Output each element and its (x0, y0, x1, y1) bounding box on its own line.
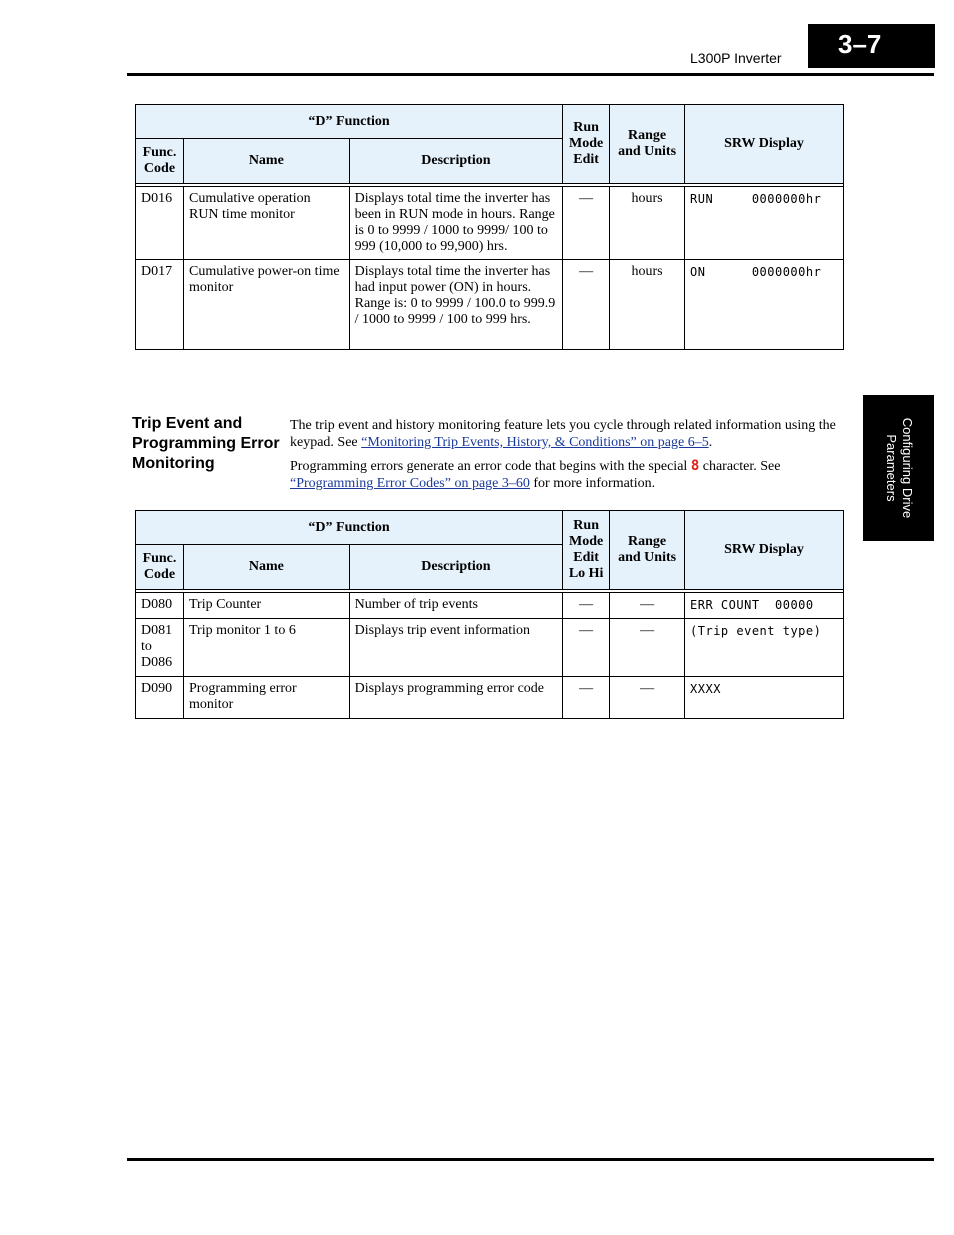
error-special-character-icon: 8 (690, 458, 700, 474)
range-units: hours (610, 187, 685, 260)
col-range-units: Range and Units (610, 105, 685, 184)
func-name: Trip Counter (183, 593, 349, 619)
table-row (136, 260, 844, 350)
run-mode-edit: — (563, 593, 610, 619)
page-number: 3–7 (838, 29, 882, 59)
table-row (136, 187, 844, 260)
range-units: hours (610, 260, 685, 350)
func-code: D081 to D086 (136, 619, 184, 677)
srw-display: ON 0000000hr (685, 260, 844, 350)
func-description: Number of trip events (349, 593, 562, 619)
range-units: — (610, 677, 685, 719)
col-run-mode-edit: Run Mode Edit Lo Hi (563, 511, 610, 590)
col-func-code: Func. Code (136, 545, 184, 590)
func-description: Displays total time the inverter has been in RUN mode in hours. Range is 0 to 9999 / 1000 to 9999/ 100 to 999 (10,000 to 99,900) hrs. (349, 187, 563, 260)
section-heading: Trip Event and Programming Error Monitoring (132, 415, 280, 472)
col-name: Name (183, 139, 349, 184)
d-function-table-2 (135, 510, 844, 719)
table-row (136, 619, 844, 677)
col-range-units: Range and Units (610, 511, 685, 590)
func-name: Cumulative power-on time monitor (183, 260, 349, 350)
func-name: Trip monitor 1 to 6 (183, 619, 349, 677)
func-description: Displays total time the inverter has had input power (ON) in hours. Range is: 0 to 9999 / 100.0 to 999.9 / 1000 to 9999 / 100 to 999 hrs. (349, 260, 563, 350)
srw-display: (Trip event type) (685, 619, 844, 677)
col-description: Description (349, 139, 563, 184)
run-mode-edit: — (563, 260, 610, 350)
page-number-box (808, 24, 935, 68)
link-monitoring-trip-events[interactable]: “Monitoring Trip Events, History, & Conditions” on page 6–5 (361, 435, 709, 450)
table-row (136, 593, 844, 619)
chapter-side-tab (863, 395, 934, 541)
func-description: Displays trip event information (349, 619, 562, 677)
range-units: — (610, 593, 685, 619)
group-header: “D” Function (136, 511, 563, 545)
func-code: D090 (136, 677, 184, 719)
func-code: D080 (136, 593, 184, 619)
link-programming-error-codes[interactable]: “Programming Error Codes” on page 3–60 (290, 476, 530, 491)
run-mode-edit: — (563, 619, 610, 677)
col-func-code: Func. Code (136, 139, 184, 184)
func-name: Cumulative operation RUN time monitor (183, 187, 349, 260)
d-function-table-1 (135, 104, 844, 350)
func-code: D016 (136, 187, 184, 260)
group-header: “D” Function (136, 105, 563, 139)
col-run-mode-edit: Run Mode Edit (563, 105, 610, 184)
run-mode-edit: — (563, 677, 610, 719)
srw-display: XXXX (685, 677, 844, 719)
col-description: Description (349, 545, 562, 590)
col-srw-display: SRW Display (685, 511, 844, 590)
header-rule (127, 73, 934, 76)
paragraph-trip-events: The trip event and history monitoring feature lets you cycle through related information using the keypad. See “Monitoring Trip Events, History, & Conditions” on page 6–5. (290, 418, 836, 450)
side-tab-label: Configuring Drive Parameters (883, 417, 915, 519)
srw-display: ERR COUNT 00000 (685, 593, 844, 619)
col-name: Name (183, 545, 349, 590)
func-description: Displays programming error code (349, 677, 562, 719)
section-body (290, 417, 843, 499)
srw-display: RUN 0000000hr (685, 187, 844, 260)
run-mode-edit: — (563, 187, 610, 260)
header-product-name: L300P Inverter (690, 50, 782, 66)
range-units: — (610, 619, 685, 677)
col-srw-display: SRW Display (685, 105, 844, 184)
func-code: D017 (136, 260, 184, 350)
func-name: Programming error monitor (183, 677, 349, 719)
footer-rule (127, 1158, 934, 1161)
paragraph-programming-errors: Programming errors generate an error code that begins with the special 8 character. See “Programming Error Codes” on page 3–60 for more information. (290, 458, 781, 491)
table-row (136, 677, 844, 719)
